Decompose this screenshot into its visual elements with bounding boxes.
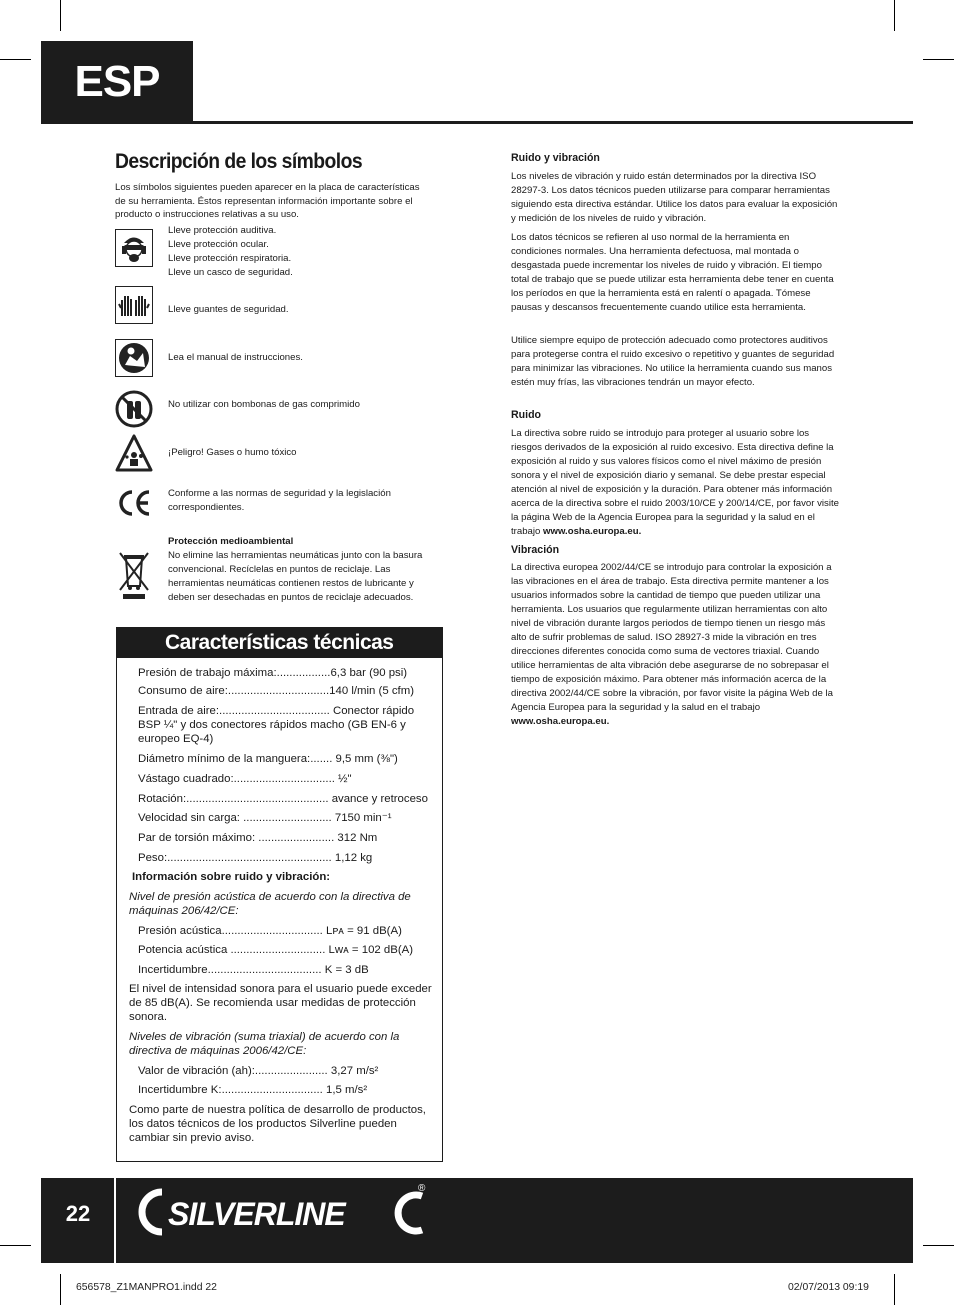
manual-icon: [115, 339, 153, 377]
noise-row: Incertidumbre.................................... K = 3 dB: [138, 964, 369, 976]
spec-row: Diámetro mínimo de la manguera:....... 9,5 mm (⅜"): [138, 753, 398, 765]
crop-mark: [60, 0, 61, 31]
spec-row: Velocidad sin carga: ............................ 7150 min⁻¹: [138, 812, 392, 824]
symbol-text: Lleve un casco de seguridad.: [168, 267, 293, 278]
symbol-text: Lea el manual de instrucciones.: [168, 352, 303, 363]
specs-box: [116, 627, 443, 1162]
logo-text: SILVERLINE: [168, 1196, 345, 1232]
symbol-text: Conforme a las normas de seguridad y la legislación correspondientes.: [168, 488, 391, 513]
crop-mark: [0, 59, 31, 60]
osha-link[interactable]: www.osha.europa.eu.: [511, 716, 610, 727]
section-heading-noise: Ruido: [511, 409, 542, 421]
spec-row: Presión de trabajo máxima:.................6,3 bar (90 psi): [138, 667, 408, 679]
weee-bin-icon: [115, 550, 153, 602]
crop-mark: [894, 0, 895, 31]
vibration-note: Niveles de vibración (suma triaxial) de acuerdo con la directiva de máquinas 2006/42/CE:: [129, 1031, 400, 1057]
language-tab: ESP: [41, 41, 193, 123]
paragraph: Los datos técnicos se refieren al uso normal de la herramienta en condiciones normales. Una herramienta defectuosa, mal montada o desgastada puede incrementar los niveles de ruido y vibración. El tiempo total de trabajo que se puede utilizar esta herramienta debe tener en cuenta los períodos en que la herramienta está en ralentí o apagada. Tómese pausas y descansos frecuentemente cuando utilice esta herramienta.: [511, 232, 834, 313]
section-heading-noise-vibration: Ruido y vibración: [511, 152, 600, 164]
noise-note: Nivel de presión acústica de acuerdo con la directiva de máquinas 206/42/CE:: [129, 891, 411, 917]
noise-row: Potencia acústica .............................. Lᴡᴀ = 102 dB(A): [138, 944, 414, 956]
paragraph-text: La directiva sobre ruido se introdujo para proteger al usuario sobre los riesgos derivados de la exposición al ruido excesivo. Esta directiva define la exposición al ruido y sus valores físicos como el nivel máximo de presión sonora y el nivel de exposición diario y semanal. Se debe prestar especial atención al nivel de exposición y la duración. Para obtener más información acerca de la directiva sobre el ruido 2003/10/CE y 200/14/CE, por favor visite la página Web de la Agencia Europea para la seguridad y la salud en el trabajo: [511, 428, 839, 537]
toxic-warning-icon: [115, 434, 153, 472]
file-slug: 656578_Z1MANPRO1.indd 22: [76, 1282, 217, 1293]
noise-heading: Información sobre ruido y vibración:: [132, 871, 331, 883]
crop-mark: [60, 1274, 61, 1305]
vibration-row: Incertidumbre K:................................ 1,5 m/s²: [138, 1084, 368, 1096]
no-gas-cylinder-icon: [115, 390, 153, 428]
silverline-logo: [132, 1184, 432, 1239]
crop-mark: [923, 1245, 954, 1246]
symbol-text: Lleve protección ocular.: [168, 239, 269, 250]
footer-divider: [114, 1178, 116, 1263]
gloves-icon: [115, 286, 153, 324]
paragraph: [511, 427, 841, 539]
symbol-text: No elimine las herramientas neumáticas junto con la basura convencional. Recíclelas en puntos de reciclaje. Las herramientas neumáticas contienen restos de lubricante y deben ser desechadas en puntos de reciclaje adecuados.: [168, 550, 423, 603]
spec-row: BSP ¼" y dos conectores rápidos macho (GB EN-6 y: [138, 719, 406, 731]
spec-row: Rotación:............................................. avance y retroceso: [138, 793, 428, 805]
symbols-title: Descripción de los símbolos: [115, 150, 363, 173]
crop-mark: [923, 59, 954, 60]
paragraph: Los niveles de vibración y ruido están determinados por la directiva ISO 28297-3. Los datos técnicos pueden utilizarse para comparar herramientas siguiendo esta directiva estándar. Utilice los datos para evaluar la exposición y medición de los niveles de ruido y vibración.: [511, 171, 838, 224]
symbol-heading: Protección medioambiental: [168, 536, 294, 547]
page-number: 22: [65, 1201, 91, 1226]
symbol-text: No utilizar con bombonas de gas comprimido: [168, 399, 360, 410]
spec-row: Consumo de aire:................................140 l/min (5 cfm): [138, 685, 414, 697]
ppe-icon: [115, 229, 153, 267]
crop-mark: [894, 1274, 895, 1305]
closing-paragraph: Como parte de nuestra política de desarrollo de productos, los datos técnicos de los productos Silverline pueden cambiar sin previo aviso.: [129, 1104, 426, 1144]
symbol-text: ¡Peligro! Gases o humo tóxico: [168, 447, 297, 458]
header-rule: [41, 121, 913, 124]
paragraph: [511, 561, 841, 729]
section-heading-vibration: Vibración: [511, 544, 560, 556]
spec-row: Par de torsión máximo: ........................ 312 Nm: [138, 832, 378, 844]
noise-row: Presión acústica................................ Lᴘᴀ = 91 dB(A): [138, 925, 402, 937]
osha-link[interactable]: www.osha.europa.eu.: [543, 526, 642, 537]
ce-mark-icon: [115, 484, 153, 522]
spec-row: Peso:.................................................... 1,12 kg: [138, 852, 373, 864]
registered-mark: ®: [418, 1183, 426, 1194]
symbol-text: Lleve protección auditiva.: [168, 225, 277, 236]
crop-mark: [0, 1245, 31, 1246]
spec-row: europeo EQ-4): [138, 733, 214, 745]
spec-row: Entrada de aire:................................... Conector rápido: [138, 705, 415, 717]
symbol-text: Lleve guantes de seguridad.: [168, 304, 289, 315]
paragraph-text: La directiva europea 2002/44/CE se introdujo para controlar la exposición a las vibraciones en el área de trabajo. Esta directiva permite mantener a los usuarios informados sobre la cantidad de tiempo que pueden utilizar una herramienta. Los usuarios que regularmente utilizan herramientas con alto nivel de vibración durante largos periodos de tiempo tienen un riesgo más alto de sufrir problemas de salud. ISO 28927-3 mide la vibración en tres direcciones diferentes conocida como suma de vectores triaxial. Cuando utilice herramientas de alta vibración debe asegurarse de no sobrepasar el tiempo de exposición máximo. Para obtener más información acerca de la directiva 2002/44/CE sobre la vibración, por favor visite la página Web de la Agencia Europea para la seguridad y la salud en el trabajo: [511, 562, 833, 713]
spec-row: Vástago cuadrado:................................ ½": [138, 773, 352, 785]
symbol-text: Lleve protección respiratoria.: [168, 253, 292, 264]
symbols-intro: Los símbolos siguientes pueden aparecer en la placa de características de su herramienta. Éstos representan información importante sobre el producto o instrucciones relativas a su uso.: [115, 182, 420, 221]
specs-title: Características técnicas: [117, 628, 442, 658]
vibration-row: Valor de vibración (ah):....................... 3,27 m/s²: [138, 1065, 379, 1077]
paragraph: Utilice siempre equipo de protección adecuado como protectores auditivos para protegerse contra el ruido excesivo o repetitivo y guantes de seguridad para minimizar las vibraciones. No utilice la herramienta cuando sus manos estén muy frías, las vibraciones tendrán un mayor efecto.: [511, 335, 835, 388]
noise-paragraph: El nivel de intensidad sonora para el usuario puede exceder de 85 dB(A). Se recomienda usar medidas de protección sonora.: [129, 983, 432, 1023]
date-slug: 02/07/2013 09:19: [788, 1282, 869, 1293]
